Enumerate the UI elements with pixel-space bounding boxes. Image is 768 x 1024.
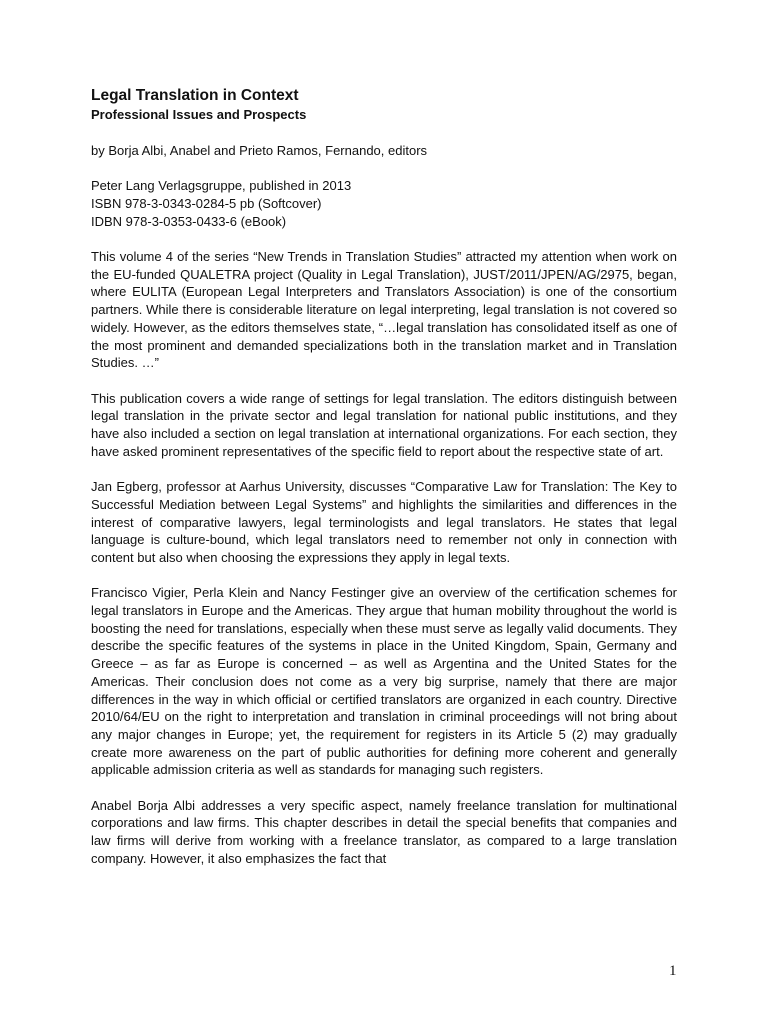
isbn-line: ISBN 978-3-0343-0284-5 pb (Softcover) [91, 196, 322, 211]
paragraph-certification: Francisco Vigier, Perla Klein and Nancy Festinger give an overview of the certification schemes for legal translators in Europe and the Americas. They argue that human mobility throughout the world is boosting the need for translations, especially when these must serve as legally valid documents. They describe the specific features of the systems in place in the United Kingdom, Spain, Germany and Greece – as far as Europe is concerned – as well as Argentina and the United States for the Americas. Their conclusion does not come as a very big surprise, namely that there are major differences in the way in which official or certified translators are organized in each country. Directive 2010/64/EU on the right to interpretation and translation in criminal proceedings will not bring about any major changes in Europe; yet, the requirement for registers in its Article 5 (2) may gradually create more awareness on the part of public authorities for defining more coherent and generally applicable admission criteria as well as standards for managing such registers. [91, 585, 677, 778]
publication-info [91, 177, 677, 231]
document-body [91, 86, 677, 885]
paragraph-scope: This publication covers a wide range of settings for legal translation. The editors distinguish between legal translation in the private sector and legal translation for national public institutions, and they have also included a section on legal translation at international organizations. For each section, they have asked prominent representatives of the specific field to report about the respective state of art. [91, 390, 677, 459]
page-number: 1 [669, 963, 677, 979]
publisher-line: Peter Lang Verlagsgruppe, published in 2013 [91, 178, 352, 193]
paragraph-egberg: Jan Egberg, professor at Aarhus University, discusses “Comparative Law for Translation: The Key to Successful Mediation between Legal Systems” and highlights the similarities and differences in the interest of comparative lawyers, legal terminologists and legal translators. He states that legal language is culture-bound, which legal translators need to remember not only in connection with content but also when choosing the expressions they apply in legal texts. [91, 479, 677, 565]
paragraph-intro: This volume 4 of the series “New Trends in Translation Studies” attracted my attention when work on the EU-funded QUALETRA project (Quality in Legal Translation), JUST/2011/JPEN/AG/2975, began, where EULITA (European Legal Interpreters and Translators Association) is one of the consortium partners. While there is considerable literature on legal interpreting, legal translation is not covered so widely. However, as the editors themselves state, “…legal translation has consolidated itself as one of the most prominent and demanded specializations both in the translation market and in Translation Studies. …” [91, 249, 677, 371]
document-title: Legal Translation in Context [91, 87, 299, 104]
document-subtitle: Professional Issues and Prospects [91, 107, 307, 122]
byline: by Borja Albi, Anabel and Prieto Ramos, Fernando, editors [91, 143, 428, 158]
paragraph-freelance: Anabel Borja Albi addresses a very specific aspect, namely freelance translation for multinational corporations and law firms. This chapter describes in detail the special benefits that companies and law firms will derive from working with a freelance translator, as compared to a large translation company. However, it also emphasizes the fact that [91, 797, 677, 866]
ebook-id-line: IDBN 978-3-0353-0433-6 (eBook) [91, 214, 287, 229]
